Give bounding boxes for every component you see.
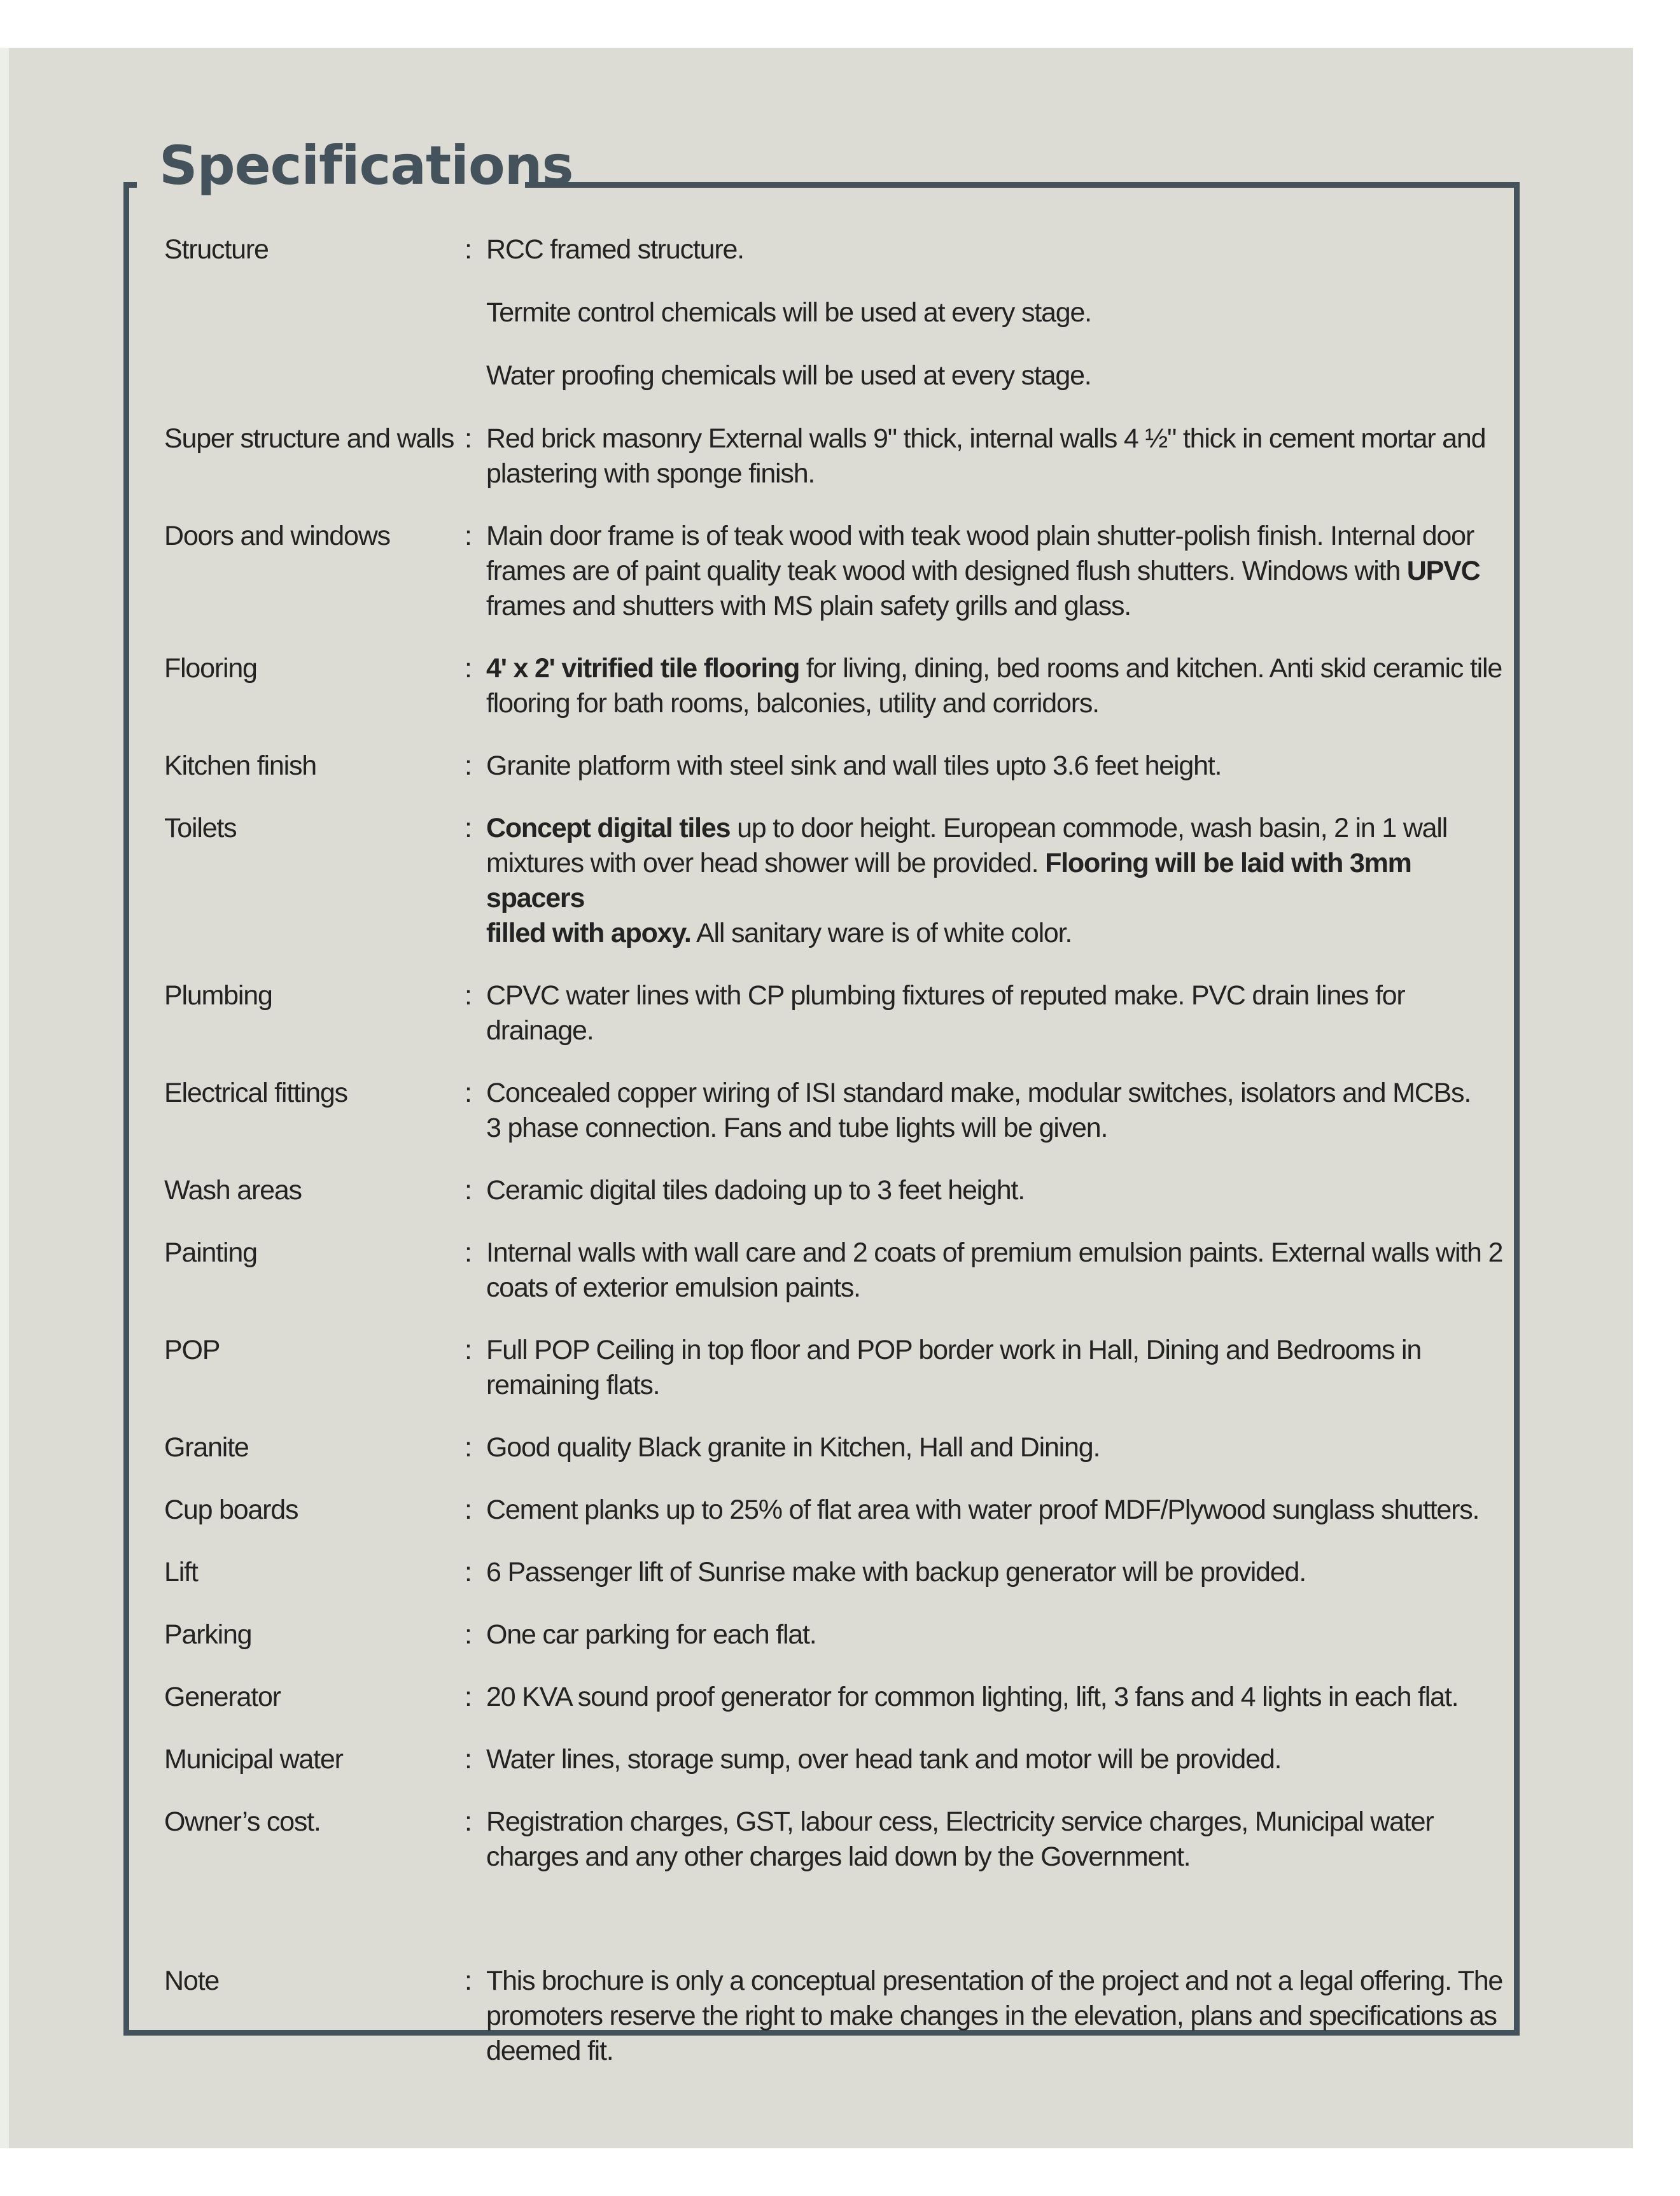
spec-value [486, 295, 1507, 330]
spec-label: Doors and windows [164, 521, 390, 551]
spec-value [486, 1617, 1507, 1652]
spec-separator: : [465, 750, 472, 781]
spec-separator: : [465, 1806, 472, 1837]
spec-value-line: One car parking for each flat. [486, 1619, 816, 1650]
spec-label: POP [164, 1335, 220, 1365]
spec-value [486, 1680, 1507, 1715]
spec-value [486, 978, 1507, 1048]
spec-label: Granite [164, 1432, 249, 1463]
spec-separator: : [465, 1495, 472, 1525]
spec-value-line: Concealed copper wiring of ISI standard make, modular switches, isolators and MCBs. [486, 1078, 1471, 1108]
spec-row-electrical [164, 1076, 1507, 1146]
spec-separator: : [465, 1237, 472, 1268]
spec-value-line: RCC framed structure. [486, 234, 744, 265]
bold-text: filled with apoxy. [486, 918, 691, 948]
spec-value-line: frames are of paint quality teak wood with designed flush shutters. Windows with UPVC [486, 556, 1480, 586]
spec-separator: : [465, 234, 472, 265]
spec-row-flooring [164, 651, 1507, 721]
spec-value-line: Full POP Ceiling in top floor and POP border work in Hall, Dining and Bedrooms in [486, 1335, 1422, 1365]
spec-label: Electrical fittings [164, 1078, 347, 1108]
spec-value [486, 1333, 1507, 1403]
spec-row-granite [164, 1430, 1507, 1465]
spec-row-cup-boards [164, 1493, 1507, 1528]
spec-value [486, 232, 1507, 267]
spec-label: Structure [164, 234, 269, 265]
spec-value-line: coats of exterior emulsion paints. [486, 1272, 860, 1303]
spec-row-toilets [164, 811, 1507, 951]
spec-value-line: flooring for bath rooms, balconies, utility and corridors. [486, 688, 1099, 719]
spec-separator: : [465, 813, 472, 843]
spec-row-generator [164, 1680, 1507, 1715]
spec-value [486, 1076, 1507, 1146]
spec-value [486, 1964, 1507, 2069]
spec-value-line: Ceramic digital tiles dadoing up to 3 feet height. [486, 1175, 1025, 1206]
spec-value-line: remaining flats. [486, 1370, 660, 1400]
spec-row-structure-waterproofing [164, 358, 1507, 393]
spec-label: Owner’s cost. [164, 1806, 321, 1837]
spec-separator: : [465, 521, 472, 551]
spec-label: Generator [164, 1682, 281, 1712]
spec-value [486, 1555, 1507, 1590]
spec-value [486, 1235, 1507, 1306]
spec-value-line: 6 Passenger lift of Sunrise make with backup generator will be provided. [486, 1557, 1306, 1587]
spec-label: Kitchen finish [164, 750, 316, 781]
spec-value-line: Internal walls with wall care and 2 coats of premium emulsion paints. External walls with 2 [486, 1237, 1503, 1268]
page-title: Specifications [159, 134, 573, 197]
spec-row-doors-windows [164, 519, 1507, 624]
spec-value-line: Water proofing chemicals will be used at every stage. [486, 360, 1091, 391]
spec-value-line: This brochure is only a conceptual presentation of the project and not a legal offering. The [486, 1966, 1503, 1996]
spec-value [486, 1742, 1507, 1777]
spec-value-line: deemed fit. [486, 2036, 613, 2066]
spec-label: Toilets [164, 813, 237, 843]
spec-separator: : [465, 1557, 472, 1587]
spec-row-note [164, 1964, 1507, 2069]
page-edge-strip [0, 48, 9, 2148]
specifications-list [164, 232, 1507, 2069]
spec-value-line: mixtures with over head shower will be provided. Flooring will be laid with 3mm spacers [486, 848, 1411, 913]
spec-row-pop [164, 1333, 1507, 1403]
spec-separator: : [465, 653, 472, 684]
spec-value-line: frames and shutters with MS plain safety grills and glass. [486, 591, 1131, 621]
spec-value-line: 20 KVA sound proof generator for common lighting, lift, 3 fans and 4 lights in each flat. [486, 1682, 1459, 1712]
spec-separator: : [465, 1744, 472, 1775]
spec-value [486, 749, 1507, 784]
frame-title-gap-left [121, 172, 134, 181]
bold-text: 4' x 2' vitrified tile flooring [486, 653, 800, 684]
spec-row-structure [164, 232, 1507, 267]
spec-separator: : [465, 980, 472, 1011]
spec-label: Municipal water [164, 1744, 343, 1775]
spec-value [486, 421, 1507, 491]
spec-value [486, 1805, 1507, 1875]
spec-separator: : [465, 423, 472, 454]
bold-text: UPVC [1406, 556, 1480, 586]
spec-label: Lift [164, 1557, 198, 1587]
bold-text: Flooring will be laid with 3mm spacers [486, 848, 1411, 913]
spec-row-owners-cost [164, 1805, 1507, 1875]
spec-label: Super structure and walls [164, 423, 454, 454]
spec-value-line: Concept digital tiles up to door height. European commode, wash basin, 2 in 1 wall [486, 813, 1448, 843]
spec-value-line: filled with apoxy. All sanitary ware is of white color. [486, 918, 1072, 948]
spec-value [486, 358, 1507, 393]
spec-separator: : [465, 1682, 472, 1712]
spec-row-painting [164, 1235, 1507, 1306]
spec-value-line: charges and any other charges laid down by the Government. [486, 1841, 1191, 1872]
spec-label: Cup boards [164, 1495, 298, 1525]
spec-row-kitchen-finish [164, 749, 1507, 784]
spec-label: Parking [164, 1619, 252, 1650]
spec-value-line: Red brick masonry External walls 9" thick, internal walls 4 ½" thick in cement mortar and [486, 423, 1486, 454]
spec-separator: : [465, 1432, 472, 1463]
spec-label: Plumbing [164, 980, 272, 1011]
spec-value-line: Main door frame is of teak wood with teak wood plain shutter-polish finish. Internal door [486, 521, 1474, 551]
spec-value-line: Granite platform with steel sink and wall tiles upto 3.6 feet height. [486, 750, 1222, 781]
spec-row-super-structure [164, 421, 1507, 491]
spec-value-line: plastering with sponge finish. [486, 458, 815, 489]
spec-value-line: drainage. [486, 1015, 594, 1046]
spec-row-plumbing [164, 978, 1507, 1048]
spec-value [486, 1173, 1507, 1208]
spec-row-parking [164, 1617, 1507, 1652]
spec-separator: : [465, 1175, 472, 1206]
spec-value-line: 4' x 2' vitrified tile flooring for living, dining, bed rooms and kitchen. Anti skid ceramic tile [486, 653, 1502, 684]
spec-value-line: Cement planks up to 25% of flat area with water proof MDF/Plywood sunglass shutters. [486, 1495, 1480, 1525]
spec-value-line: Registration charges, GST, labour cess, Electricity service charges, Municipal water [486, 1806, 1434, 1837]
spec-row-lift [164, 1555, 1507, 1590]
spec-row-wash-areas [164, 1173, 1507, 1208]
spec-value-line: Good quality Black granite in Kitchen, Hall and Dining. [486, 1432, 1100, 1463]
spec-row-structure-termite [164, 295, 1507, 330]
spec-row-municipal-water [164, 1742, 1507, 1777]
spec-separator: : [465, 1078, 472, 1108]
spec-value [486, 1430, 1507, 1465]
spec-label: Wash areas [164, 1175, 302, 1206]
spec-label: Painting [164, 1237, 257, 1268]
bold-text: Concept digital tiles [486, 813, 731, 843]
spec-value [486, 1493, 1507, 1528]
spec-label: Flooring [164, 653, 257, 684]
spec-separator: : [465, 1966, 472, 1996]
spec-value-line: Termite control chemicals will be used at every stage. [486, 297, 1091, 328]
spec-value [486, 811, 1507, 951]
spec-separator: : [465, 1335, 472, 1365]
spec-value-line: promoters reserve the right to make changes in the elevation, plans and specifications as [486, 2001, 1497, 2031]
spec-label: Note [164, 1966, 220, 1996]
spec-value-line: 3 phase connection. Fans and tube lights will be given. [486, 1113, 1108, 1143]
spec-value [486, 651, 1507, 721]
spec-value [486, 519, 1507, 624]
spec-value-line: Water lines, storage sump, over head tank and motor will be provided. [486, 1744, 1282, 1775]
spec-separator: : [465, 1619, 472, 1650]
spec-value-line: CPVC water lines with CP plumbing fixtures of reputed make. PVC drain lines for [486, 980, 1405, 1011]
